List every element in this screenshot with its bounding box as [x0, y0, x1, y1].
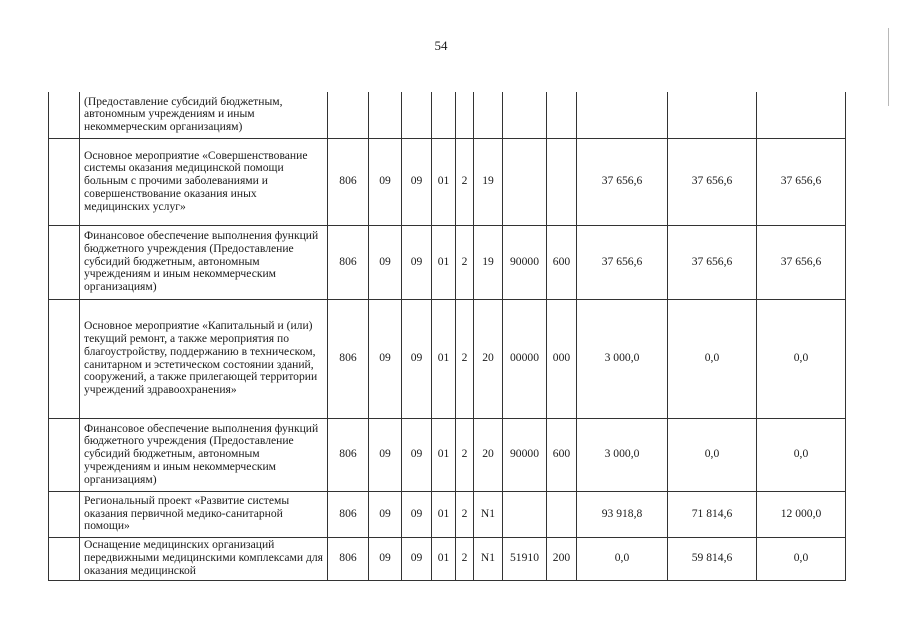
subprogram-code-cell: 2 — [456, 138, 474, 225]
table-row — [49, 225, 846, 299]
subsection-code-cell: 09 — [402, 225, 432, 299]
amount-year1-cell — [577, 92, 668, 138]
budget-table-body — [49, 92, 846, 580]
direction-code-cell — [503, 491, 547, 537]
amount-year1-cell: 0,0 — [577, 537, 668, 580]
table-row — [49, 299, 846, 418]
item-name-cell: Финансовое обеспечение выполнения функций бюджетного учреждения (Предоставление субсидий бюджетным, автономным учреждениям и иным некоммерческим организациям) — [80, 225, 328, 299]
program-code-cell: 01 — [432, 138, 456, 225]
row-index-cell — [49, 299, 80, 418]
program-code-cell — [432, 92, 456, 138]
ministry-code-cell: 806 — [328, 225, 369, 299]
amount-year3-cell: 0,0 — [757, 418, 846, 491]
amount-year2-cell: 59 814,6 — [668, 537, 757, 580]
subprogram-code-cell: 2 — [456, 491, 474, 537]
table-row — [49, 491, 846, 537]
subprogram-code-cell: 2 — [456, 225, 474, 299]
program-code-cell: 01 — [432, 537, 456, 580]
direction-code-cell: 51910 — [503, 537, 547, 580]
program-code-cell: 01 — [432, 225, 456, 299]
row-index-cell — [49, 138, 80, 225]
row-index-cell — [49, 537, 80, 580]
item-name-cell: Региональный проект «Развитие системы оказания первичной медико-санитарной помощи» — [80, 491, 328, 537]
amount-year3-cell: 12 000,0 — [757, 491, 846, 537]
amount-year3-cell: 0,0 — [757, 299, 846, 418]
amount-year2-cell: 37 656,6 — [668, 225, 757, 299]
amount-year3-cell: 0,0 — [757, 537, 846, 580]
program-code-cell: 01 — [432, 418, 456, 491]
expense-type-cell: 600 — [547, 418, 577, 491]
section-code-cell: 09 — [369, 225, 402, 299]
page-number: 54 — [434, 38, 448, 53]
measure-code-cell: N1 — [474, 537, 503, 580]
measure-code-cell: N1 — [474, 491, 503, 537]
subsection-code-cell: 09 — [402, 418, 432, 491]
subprogram-code-cell: 2 — [456, 537, 474, 580]
table-row — [49, 92, 846, 138]
table-row — [49, 138, 846, 225]
item-name-cell: Основное мероприятие «Совершенствование системы оказания медицинской помощи больным с прочими заболеваниями и совершенствование оказания иных медицинских услуг» — [80, 138, 328, 225]
amount-year2-cell: 71 814,6 — [668, 491, 757, 537]
expense-type-cell — [547, 491, 577, 537]
ministry-code-cell — [328, 92, 369, 138]
section-code-cell: 09 — [369, 418, 402, 491]
subsection-code-cell: 09 — [402, 138, 432, 225]
subprogram-code-cell: 2 — [456, 418, 474, 491]
subprogram-code-cell: 2 — [456, 299, 474, 418]
amount-year1-cell: 3 000,0 — [577, 418, 668, 491]
amount-year3-cell: 37 656,6 — [757, 138, 846, 225]
expense-type-cell: 000 — [547, 299, 577, 418]
section-code-cell — [369, 92, 402, 138]
program-code-cell: 01 — [432, 299, 456, 418]
direction-code-cell: 00000 — [503, 299, 547, 418]
expense-type-cell — [547, 92, 577, 138]
section-code-cell: 09 — [369, 537, 402, 580]
expense-type-cell — [547, 138, 577, 225]
item-name-cell: Финансовое обеспечение выполнения функций бюджетного учреждения (Предоставление субсидий бюджетным, автономным учреждениям и иным некоммерческим организациям) — [80, 418, 328, 491]
ministry-code-cell: 806 — [328, 491, 369, 537]
ministry-code-cell: 806 — [328, 537, 369, 580]
budget-table — [48, 92, 846, 581]
subsection-code-cell — [402, 92, 432, 138]
ministry-code-cell: 806 — [328, 418, 369, 491]
amount-year3-cell: 37 656,6 — [757, 225, 846, 299]
direction-code-cell — [503, 92, 547, 138]
subsection-code-cell: 09 — [402, 299, 432, 418]
row-index-cell — [49, 92, 80, 138]
table-row — [49, 537, 846, 580]
measure-code-cell: 19 — [474, 138, 503, 225]
subsection-code-cell: 09 — [402, 491, 432, 537]
direction-code-cell: 90000 — [503, 418, 547, 491]
amount-year1-cell: 37 656,6 — [577, 225, 668, 299]
expense-type-cell: 600 — [547, 225, 577, 299]
amount-year3-cell — [757, 92, 846, 138]
item-name-cell: Оснащение медицинских организаций передвижными медицинскими комплексами для оказания медицинской — [80, 537, 328, 580]
item-name-cell: (Предоставление субсидий бюджетным, автономным учреждениям и иным некоммерческим организациям) — [80, 92, 328, 138]
measure-code-cell: 19 — [474, 225, 503, 299]
row-index-cell — [49, 225, 80, 299]
row-index-cell — [49, 418, 80, 491]
direction-code-cell — [503, 138, 547, 225]
section-code-cell: 09 — [369, 491, 402, 537]
amount-year2-cell: 37 656,6 — [668, 138, 757, 225]
table-row — [49, 418, 846, 491]
subprogram-code-cell — [456, 92, 474, 138]
amount-year2-cell: 0,0 — [668, 299, 757, 418]
scan-edge-line — [888, 28, 889, 106]
subsection-code-cell: 09 — [402, 537, 432, 580]
measure-code-cell: 20 — [474, 418, 503, 491]
item-name-cell: Основное мероприятие «Капитальный и (или) текущий ремонт, а также мероприятия по благоустройству, поддержанию в техническом, санитарном и эстетическом состоянии зданий, сооружений, а также прилегающей территории учреждений здравоохранения» — [80, 299, 328, 418]
amount-year2-cell: 0,0 — [668, 418, 757, 491]
measure-code-cell: 20 — [474, 299, 503, 418]
row-index-cell — [49, 491, 80, 537]
ministry-code-cell: 806 — [328, 138, 369, 225]
amount-year1-cell: 3 000,0 — [577, 299, 668, 418]
measure-code-cell — [474, 92, 503, 138]
amount-year1-cell: 93 918,8 — [577, 491, 668, 537]
direction-code-cell: 90000 — [503, 225, 547, 299]
ministry-code-cell: 806 — [328, 299, 369, 418]
program-code-cell: 01 — [432, 491, 456, 537]
section-code-cell: 09 — [369, 299, 402, 418]
amount-year2-cell — [668, 92, 757, 138]
amount-year1-cell: 37 656,6 — [577, 138, 668, 225]
section-code-cell: 09 — [369, 138, 402, 225]
expense-type-cell: 200 — [547, 537, 577, 580]
